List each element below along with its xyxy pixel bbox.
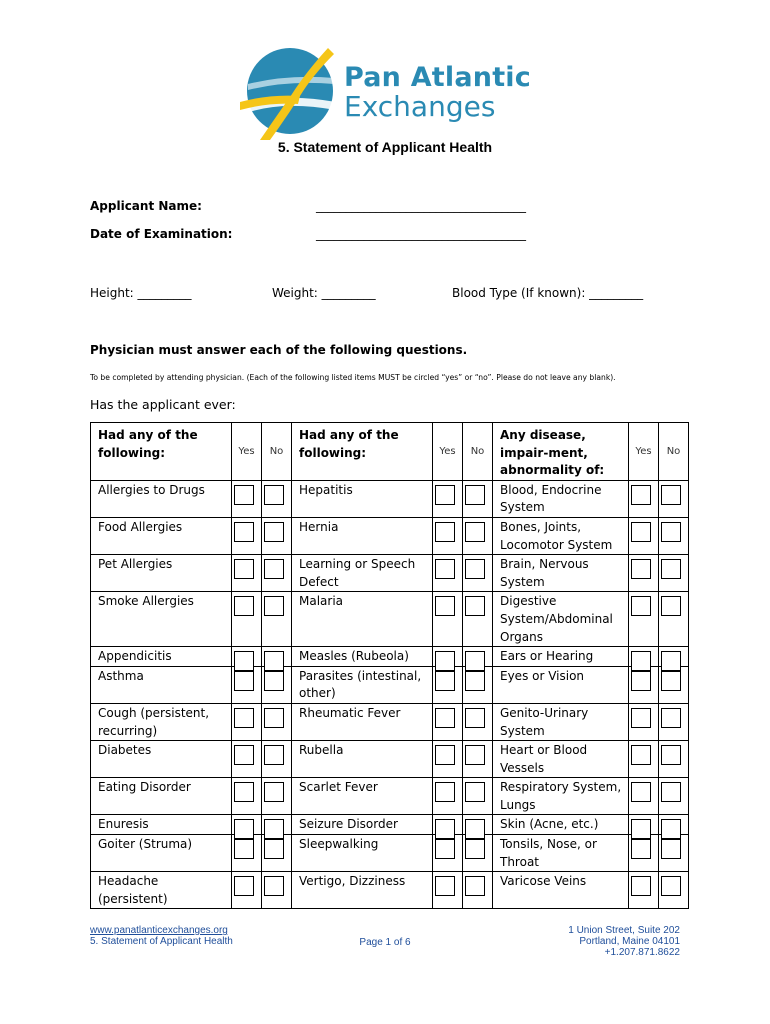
no-cell <box>262 555 292 592</box>
no-cell <box>463 703 493 740</box>
no-checkbox[interactable] <box>661 839 681 859</box>
no-checkbox[interactable] <box>264 839 284 859</box>
yes-checkbox[interactable] <box>435 485 455 505</box>
no-checkbox[interactable] <box>264 745 284 765</box>
condition-label: Smoke Allergies <box>91 592 232 647</box>
yes-column-header: Yes <box>629 423 659 481</box>
no-cell <box>463 517 493 554</box>
condition-label: Measles (Rubeola) <box>292 647 433 667</box>
condition-label: Seizure Disorder <box>292 815 433 835</box>
condition-label: Ears or Hearing <box>493 647 629 667</box>
page-title: 5. Statement of Applicant Health <box>277 139 493 155</box>
condition-label: Rubella <box>292 741 433 778</box>
footer-address <box>568 925 680 958</box>
yes-cell <box>629 666 659 703</box>
yes-checkbox[interactable] <box>435 671 455 691</box>
yes-cell <box>433 741 463 778</box>
applicant-name-field[interactable]: ___________________________________ <box>316 199 526 213</box>
instructions-heading: Physician must answer each of the following questions. <box>90 343 468 357</box>
no-checkbox[interactable] <box>661 559 681 579</box>
yes-checkbox[interactable] <box>435 559 455 579</box>
no-checkbox[interactable] <box>661 485 681 505</box>
yes-cell <box>433 480 463 517</box>
condition-label: Bones, Joints, Locomotor System <box>493 517 629 554</box>
yes-cell <box>232 666 262 703</box>
condition-label: Varicose Veins <box>493 872 629 909</box>
yes-checkbox[interactable] <box>435 782 455 802</box>
yes-column-header: Yes <box>232 423 262 481</box>
yes-checkbox[interactable] <box>234 876 254 896</box>
condition-label: Rheumatic Fever <box>292 703 433 740</box>
website-link[interactable]: www.panatlanticexchanges.org <box>90 925 228 936</box>
condition-label: Allergies to Drugs <box>91 480 232 517</box>
no-cell <box>659 555 689 592</box>
yes-checkbox[interactable] <box>631 745 651 765</box>
column-header: Any disease, impair-ment, abnormality of: <box>493 423 629 481</box>
table-row <box>91 666 689 703</box>
yes-cell <box>433 703 463 740</box>
no-cell <box>659 872 689 909</box>
instructions-note: To be completed by attending physician. (Each of the following listed items MUST be circled “yes” or “no”. Please do not leave any blank). <box>90 373 616 382</box>
no-cell <box>262 741 292 778</box>
yes-checkbox[interactable] <box>631 522 651 542</box>
no-checkbox[interactable] <box>661 876 681 896</box>
yes-checkbox[interactable] <box>435 876 455 896</box>
no-checkbox[interactable] <box>661 708 681 728</box>
condition-label: Food Allergies <box>91 517 232 554</box>
yes-checkbox[interactable] <box>631 708 651 728</box>
condition-label: Sleepwalking <box>292 835 433 872</box>
yes-checkbox[interactable] <box>234 522 254 542</box>
column-header: Had any of the following: <box>91 423 232 481</box>
no-cell <box>659 835 689 872</box>
no-checkbox[interactable] <box>661 671 681 691</box>
no-cell <box>262 872 292 909</box>
condition-label: Eating Disorder <box>91 778 232 815</box>
condition-label: Hepatitis <box>292 480 433 517</box>
yes-checkbox[interactable] <box>631 671 651 691</box>
company-logo <box>240 44 540 140</box>
no-checkbox[interactable] <box>465 522 485 542</box>
yes-cell <box>433 835 463 872</box>
no-checkbox[interactable] <box>264 596 284 616</box>
address-line2: Portland, Maine 04101 <box>579 936 680 947</box>
yes-cell <box>629 872 659 909</box>
yes-cell <box>433 778 463 815</box>
yes-cell <box>629 517 659 554</box>
no-cell <box>262 666 292 703</box>
condition-label: Eyes or Vision <box>493 666 629 703</box>
yes-cell <box>433 872 463 909</box>
condition-label: Blood, Endocrine System <box>493 480 629 517</box>
no-column-header: No <box>262 423 292 481</box>
no-checkbox[interactable] <box>465 596 485 616</box>
table-row <box>91 703 689 740</box>
no-cell <box>262 815 292 835</box>
no-cell <box>463 647 493 667</box>
no-cell <box>659 592 689 647</box>
yes-cell <box>232 815 262 835</box>
condition-label: Respiratory System, Lungs <box>493 778 629 815</box>
no-cell <box>659 647 689 667</box>
no-checkbox[interactable] <box>465 559 485 579</box>
no-checkbox[interactable] <box>661 745 681 765</box>
condition-label: Hernia <box>292 517 433 554</box>
yes-cell <box>629 647 659 667</box>
no-cell <box>659 480 689 517</box>
yes-column-header: Yes <box>433 423 463 481</box>
yes-cell <box>433 517 463 554</box>
no-column-header: No <box>463 423 493 481</box>
yes-cell <box>232 555 262 592</box>
no-cell <box>463 872 493 909</box>
no-checkbox[interactable] <box>661 522 681 542</box>
yes-cell <box>232 741 262 778</box>
no-cell <box>659 666 689 703</box>
yes-cell <box>629 835 659 872</box>
date-of-examination-label: Date of Examination: <box>90 227 233 241</box>
table-row <box>91 815 689 835</box>
condition-label: Tonsils, Nose, or Throat <box>493 835 629 872</box>
no-cell <box>262 480 292 517</box>
no-checkbox[interactable] <box>661 782 681 802</box>
address-line1: 1 Union Street, Suite 202 <box>568 925 680 936</box>
condition-label: Learning or Speech Defect <box>292 555 433 592</box>
no-cell <box>262 703 292 740</box>
no-cell <box>463 480 493 517</box>
column-header: Had any of the following: <box>292 423 433 481</box>
yes-cell <box>433 647 463 667</box>
no-checkbox[interactable] <box>661 596 681 616</box>
yes-cell <box>629 741 659 778</box>
no-column-header: No <box>659 423 689 481</box>
condition-label: Malaria <box>292 592 433 647</box>
condition-label: Enuresis <box>91 815 232 835</box>
yes-cell <box>629 778 659 815</box>
no-cell <box>659 703 689 740</box>
no-cell <box>659 815 689 835</box>
yes-checkbox[interactable] <box>234 782 254 802</box>
weight-field[interactable]: Weight: _________ <box>272 286 376 300</box>
table-row <box>91 555 689 592</box>
table-row <box>91 517 689 554</box>
no-checkbox[interactable] <box>264 559 284 579</box>
yes-cell <box>232 592 262 647</box>
condition-label: Appendicitis <box>91 647 232 667</box>
condition-label: Asthma <box>91 666 232 703</box>
yes-cell <box>433 815 463 835</box>
no-checkbox[interactable] <box>264 876 284 896</box>
no-cell <box>463 815 493 835</box>
yes-checkbox[interactable] <box>234 559 254 579</box>
no-checkbox[interactable] <box>264 782 284 802</box>
no-checkbox[interactable] <box>465 671 485 691</box>
yes-cell <box>232 517 262 554</box>
yes-checkbox[interactable] <box>234 708 254 728</box>
yes-cell <box>232 778 262 815</box>
footer-document-name: 5. Statement of Applicant Health <box>90 936 233 947</box>
yes-cell <box>433 666 463 703</box>
no-cell <box>463 666 493 703</box>
yes-checkbox[interactable] <box>234 839 254 859</box>
yes-checkbox[interactable] <box>631 559 651 579</box>
no-checkbox[interactable] <box>264 671 284 691</box>
no-checkbox[interactable] <box>465 485 485 505</box>
phone-number: +1.207.871.8622 <box>604 947 680 958</box>
yes-checkbox[interactable] <box>234 485 254 505</box>
yes-checkbox[interactable] <box>435 745 455 765</box>
yes-checkbox[interactable] <box>631 839 651 859</box>
page-number: Page 1 of 6 <box>359 937 411 948</box>
yes-checkbox[interactable] <box>631 876 651 896</box>
no-cell <box>463 741 493 778</box>
yes-checkbox[interactable] <box>435 839 455 859</box>
yes-cell <box>629 815 659 835</box>
condition-label: Headache (persistent) <box>91 872 232 909</box>
table-row <box>91 647 689 667</box>
table-row <box>91 592 689 647</box>
table-header-row <box>91 423 689 481</box>
no-checkbox[interactable] <box>465 782 485 802</box>
condition-label: Vertigo, Dizziness <box>292 872 433 909</box>
no-cell <box>262 778 292 815</box>
condition-label: Digestive System/Abdominal Organs <box>493 592 629 647</box>
no-checkbox[interactable] <box>465 708 485 728</box>
yes-checkbox[interactable] <box>631 596 651 616</box>
condition-label: Diabetes <box>91 741 232 778</box>
yes-checkbox[interactable] <box>435 522 455 542</box>
yes-cell <box>629 592 659 647</box>
blood-type-field[interactable]: Blood Type (If known): _________ <box>452 286 644 300</box>
health-history-table <box>90 422 689 909</box>
yes-checkbox[interactable] <box>435 596 455 616</box>
yes-checkbox[interactable] <box>234 671 254 691</box>
yes-cell <box>629 703 659 740</box>
yes-cell <box>232 872 262 909</box>
yes-cell <box>232 647 262 667</box>
no-cell <box>463 835 493 872</box>
no-cell <box>463 778 493 815</box>
table-row <box>91 835 689 872</box>
no-cell <box>262 592 292 647</box>
condition-label: Parasites (intestinal, other) <box>292 666 433 703</box>
yes-cell <box>232 835 262 872</box>
yes-cell <box>232 480 262 517</box>
date-of-examination-field[interactable]: ___________________________________ <box>316 227 526 241</box>
no-cell <box>262 835 292 872</box>
condition-label: Scarlet Fever <box>292 778 433 815</box>
condition-label: Brain, Nervous System <box>493 555 629 592</box>
no-checkbox[interactable] <box>465 839 485 859</box>
no-cell <box>463 555 493 592</box>
no-cell <box>659 741 689 778</box>
no-checkbox[interactable] <box>465 876 485 896</box>
condition-label: Pet Allergies <box>91 555 232 592</box>
yes-cell <box>433 592 463 647</box>
table-row <box>91 480 689 517</box>
table-row <box>91 872 689 909</box>
yes-checkbox[interactable] <box>435 708 455 728</box>
no-cell <box>262 647 292 667</box>
globe-icon <box>240 44 340 140</box>
condition-label: Cough (persistent, recurring) <box>91 703 232 740</box>
applicant-name-label: Applicant Name: <box>90 199 202 213</box>
height-field[interactable]: Height: _________ <box>90 286 192 300</box>
brand-name-line2: Exchanges <box>344 90 496 123</box>
condition-label: Goiter (Struma) <box>91 835 232 872</box>
yes-cell <box>232 703 262 740</box>
yes-cell <box>629 555 659 592</box>
table-row <box>91 741 689 778</box>
condition-label: Skin (Acne, etc.) <box>493 815 629 835</box>
yes-checkbox[interactable] <box>234 596 254 616</box>
question-label: Has the applicant ever: <box>90 397 236 412</box>
table-row <box>91 778 689 815</box>
no-checkbox[interactable] <box>264 708 284 728</box>
yes-cell <box>629 480 659 517</box>
brand-name-line1: Pan Atlantic <box>344 62 531 93</box>
no-cell <box>659 517 689 554</box>
no-cell <box>659 778 689 815</box>
yes-checkbox[interactable] <box>234 745 254 765</box>
no-checkbox[interactable] <box>264 522 284 542</box>
no-cell <box>463 592 493 647</box>
condition-label: Heart or Blood Vessels <box>493 741 629 778</box>
yes-cell <box>433 555 463 592</box>
no-checkbox[interactable] <box>465 745 485 765</box>
yes-checkbox[interactable] <box>631 485 651 505</box>
condition-label: Genito-Urinary System <box>493 703 629 740</box>
yes-checkbox[interactable] <box>631 782 651 802</box>
no-cell <box>262 517 292 554</box>
no-checkbox[interactable] <box>264 485 284 505</box>
